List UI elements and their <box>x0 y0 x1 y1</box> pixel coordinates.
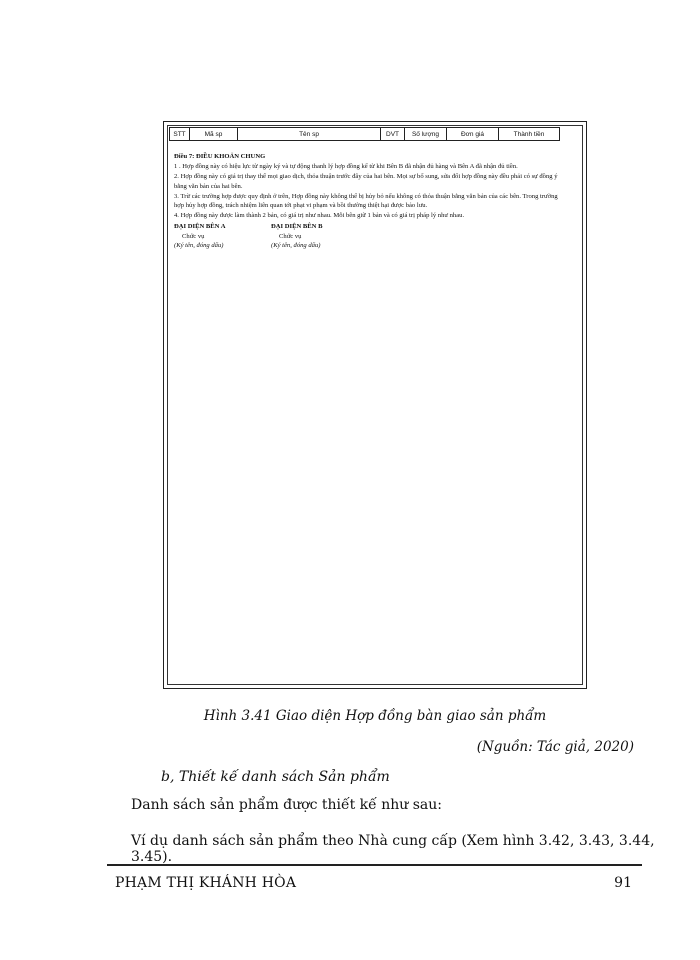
contract-screenshot-frame <box>163 121 587 689</box>
signature-block <box>174 222 559 250</box>
col-product-name: Tên sp <box>238 128 381 141</box>
col-unit-price: Đơn giá <box>447 128 499 141</box>
rep-b-title: ĐẠI DIỆN BÊN B <box>271 223 323 231</box>
col-product-code: Mã sp <box>190 128 238 141</box>
clause-4: 4. Hợp đồng này được làm thành 2 bản, có giá trị như nhau. Mỗi bên giữ 1 bản và có giá trị pháp lý như nhau. <box>174 212 465 220</box>
clause-1: 1 . Hợp đồng này có hiệu lực từ ngày ký và tự động thanh lý hợp đồng kể từ khi Bên B đã nhận đủ hàng và Bên A đã nhận đủ tiền. <box>174 163 518 171</box>
figure-caption: Hình 3.41 Giao diện Hợp đồng bàn giao sản phẩm <box>203 708 547 724</box>
clause-2: 2. Hợp đồng này có giá trị thay thế mọi giao dịch, thỏa thuận trước đây của hai bên. Mọi sự bổ sung, sửa đổi hợp đồng này đều phải có sự đồng ý bằng văn bản của hai bên. <box>174 173 558 190</box>
rep-a-position: Chức vụ <box>182 232 205 240</box>
figure-source: (Nguồn: Tác giả, 2020) <box>476 739 634 755</box>
representative-a <box>174 222 271 250</box>
rep-b-position: Chức vụ <box>279 232 302 240</box>
rep-a-sign-note: (Ký tên, đóng dấu) <box>174 241 224 249</box>
product-table-header <box>169 127 560 141</box>
clause-3: 3. Trừ các trường hợp được quy định ở trên, Hợp đồng này không thể bị hủy bỏ nếu không có thỏa thuận bằng văn bản của các bên. Trong trường hợp hủy hợp đồng, trách nhiệm liên quan tới phạt vi phạm và bồi thường thiệt hại được bảo lưu. <box>174 192 558 210</box>
footer-author: PHẠM THỊ KHÁNH HÒA <box>115 875 297 891</box>
body-paragraph-1: Danh sách sản phẩm được thiết kế như sau: <box>131 797 442 813</box>
body-paragraph-2: Ví dụ danh sách sản phẩm theo Nhà cung cấp (Xem hình 3.42, 3.43, 3.44, 3.45). <box>131 833 655 865</box>
contract-terms <box>174 152 559 250</box>
col-stt: STT <box>170 128 190 141</box>
page-number: 91 <box>614 875 632 891</box>
rep-b-sign-note: (Ký tên, đóng dấu) <box>271 241 321 249</box>
col-quantity: Số lượng <box>405 128 447 141</box>
representative-b <box>271 222 368 250</box>
article-heading: Điều 7: ĐIỀU KHOẢN CHUNG <box>174 153 266 160</box>
footer-divider <box>107 864 642 866</box>
section-subheading: b, Thiết kế danh sách Sản phẩm <box>161 769 390 785</box>
col-total: Thành tiền <box>499 128 560 141</box>
col-unit: DVT <box>381 128 405 141</box>
rep-a-title: ĐẠI DIỆN BÊN A <box>174 223 226 231</box>
